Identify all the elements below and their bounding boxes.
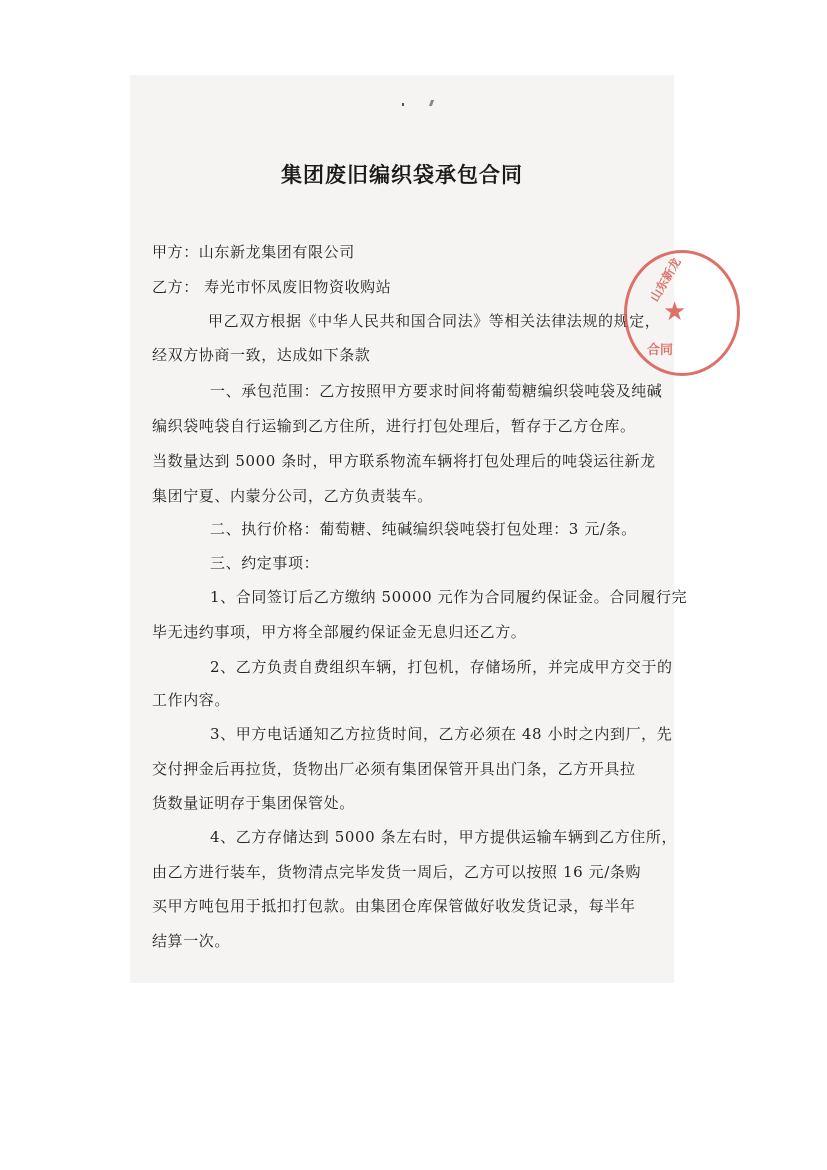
seal-star-icon: ★ [663,297,687,327]
contract-title: 集团废旧编织袋承包合同 [281,163,523,187]
term-3-line: 交付押金后再拉货，货物出厂必须有集团保管开具出门条，乙方开具拉 [152,760,636,778]
scanned-contract-page [130,75,688,983]
term-1-line: 1、合同签订后乙方缴纳 50000 元作为合同履约保证金。合同履行完 [210,588,688,606]
seal-text-top: 山东新龙 [647,255,684,305]
term-3-line: 3、甲方电话通知乙方拉货时间，乙方必须在 48 小时之内到厂，先 [210,725,673,743]
term-4-line: 由乙方进行装车，货物清点完毕发货一周后，乙方可以按照 16 元/条购 [152,863,642,881]
clause-scope-line: 一、承包范围：乙方按照甲方要求时间将葡萄糖编织袋吨袋及纯碱 [210,382,663,400]
clause-scope-line: 集团宁夏、内蒙分公司，乙方负责装车。 [152,487,433,505]
clause-price-line: 二、执行价格：葡萄糖、纯碱编织袋吨袋打包处理：3 元/条。 [210,520,637,538]
term-4-line: 4、乙方存储达到 5000 条左右时，甲方提供运输车辆到乙方住所， [210,828,678,846]
party-b-line: 乙方： 寿光市怀凤废旧物资收购站 [152,278,392,296]
scan-speck [429,100,434,106]
term-3-line: 货数量证明存于集团保管处。 [152,794,355,812]
scan-speck [402,103,404,106]
seal-text-bottom: 合同 [647,343,674,358]
preamble-line: 甲乙双方根据《中华人民共和国合同法》等相关法律法规的规定， [208,312,661,330]
clause-terms-heading: 三、约定事项： [210,554,320,572]
clause-scope-line: 当数量达到 5000 条时，甲方联系物流车辆将打包处理后的吨袋运往新龙 [152,452,656,470]
preamble-line: 经双方协商一致，达成如下条款 [152,346,371,364]
term-2-line: 工作内容。 [152,691,231,709]
company-seal [624,250,740,376]
party-a-line: 甲方：山东新龙集团有限公司 [152,243,355,261]
term-4-line: 结算一次。 [152,932,231,950]
term-4-line: 买甲方吨包用于抵扣打包款。由集团仓库保管做好收发货记录，每半年 [152,897,636,915]
clause-scope-line: 编织袋吨袋自行运输到乙方住所，进行打包处理后，暂存于乙方仓库。 [152,417,636,435]
term-2-line: 2、乙方负责自费组织车辆，打包机，存储场所，并完成甲方交于的 [210,658,673,676]
term-1-line: 毕无违约事项，甲方将全部履约保证金无息归还乙方。 [152,623,527,641]
